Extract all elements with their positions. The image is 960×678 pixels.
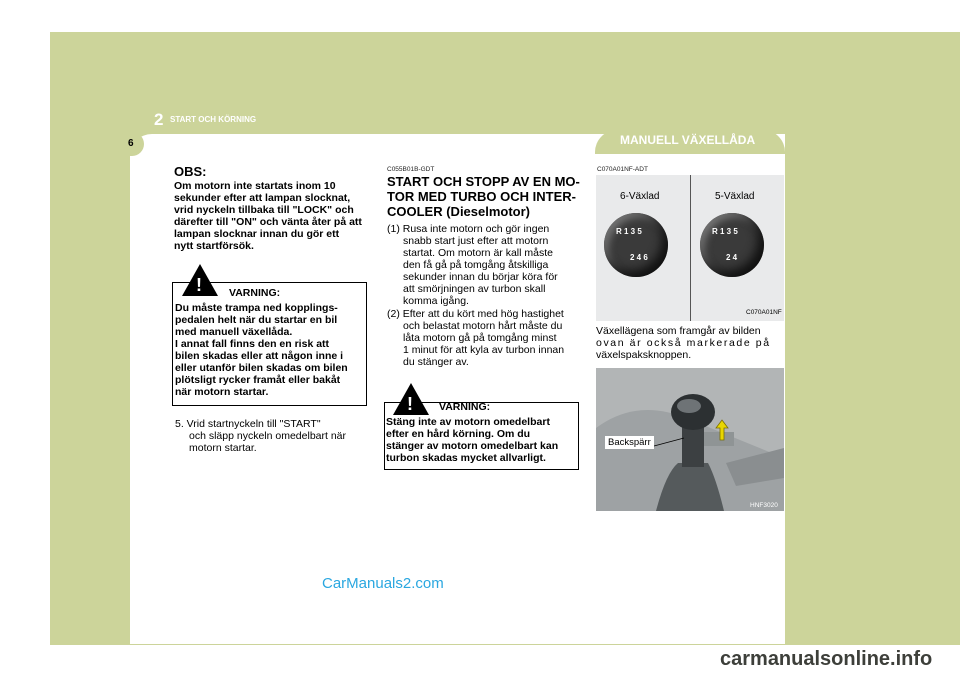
page-number: 6 [128,138,134,149]
instruction-line: (2) Efter att du kört med hög hastighet [387,308,564,320]
watermark-carmanuals2: CarManuals2.com [322,575,444,592]
instruction-line: (1) Rusa inte motorn och gör ingen [387,223,550,235]
gear-knob-6-icon [604,213,668,277]
warning-line: bilen skadas eller att någon inne i [175,350,344,362]
instruction-line: komma igång. [403,295,469,307]
warning-title: VARNING: [229,287,281,299]
instruction-line: låta motorn gå på tomgång minst [403,332,557,344]
exclamation-icon: ! [196,275,202,295]
note-line: Om motorn inte startats inom 10 [174,180,336,192]
warning-line: när motorn startar. [175,386,269,398]
knob-bottom-gears: 2 4 6 [630,253,648,262]
gear-knob-5-icon [700,213,764,277]
divider [690,175,691,321]
step-line: 5. Vrid startnyckeln till "START" [175,418,321,430]
warning-line: Stäng inte av motorn omedelbart [386,416,550,428]
watermark-carmanualsonline: carmanualsonline.info [720,648,933,670]
warning-title: VARNING: [439,401,491,413]
note-line: lampan slocknar innan du gör ett [174,228,340,240]
knob-top-gears: R 1 3 5 [616,227,642,236]
section-code: C070A01NF-ADT [597,166,648,173]
chapter-title: START OCH KÖRNING [170,115,257,124]
chapter-number: 2 [154,110,164,129]
heading-line: TOR MED TURBO OCH INTER- [387,189,576,204]
warning-line: pedalen helt när du startar en bil [175,314,338,326]
warning-line: eller utanför bilen skadas om bilen [175,362,348,374]
heading-line: START OCH STOPP AV EN MO- [387,174,580,189]
image-code: C070A01NF [746,309,782,316]
warning-line: I annat fall finns den en risk att [175,338,330,350]
gear-lever-photo [596,368,784,511]
image-code: HNF3020 [750,502,778,509]
label-5-speed: 5-Växlad [715,191,755,202]
exclamation-icon: ! [407,394,413,414]
note-title: OBS: [174,164,207,179]
instruction-line: startat. Om motorn är kall måste [403,247,553,259]
body-line: Växellägena som framgår av bilden [596,325,761,337]
note-line: sekunder efter att lampan slocknat, [174,192,351,204]
instruction-line: sekunder innan du börjar köra för [403,271,558,283]
section-code: C055B01B-GDT [387,166,435,173]
label-6-speed: 6-Växlad [620,191,660,202]
gear-pattern-illustration [596,175,784,321]
instruction-line: 1 minut för att kyla av turbon innan [403,344,565,356]
warning-line: stänger av motorn omedelbart kan [386,440,559,452]
knob-top-gears: R 1 3 5 [712,227,738,236]
instruction-line: att smörjningen av turbon skall [403,283,546,295]
body-line: växelspaksknoppen. [596,349,692,361]
heading-line: COOLER (Dieselmotor) [387,204,531,219]
instruction-line: snabb start just efter att motorn [403,235,549,247]
reverse-lock-label: Backspärr [605,436,654,449]
note-line: nytt startförsök. [174,240,254,252]
warning-line: turbon skadas mycket allvarligt. [386,452,546,464]
step-line: och släpp nyckeln omedelbart när [189,430,347,442]
knob-bottom-gears: 2 4 [726,253,738,262]
page-number-badge [116,132,144,156]
instruction-line: den få gå på tomgång åtskilliga [403,259,549,271]
warning-line: med manuell växellåda. [175,326,293,338]
step-line: motorn startar. [189,442,257,454]
warning-line: efter en hård körning. Om du [386,428,531,440]
note-line: därefter till "ON" och vänta åter på att [174,216,362,228]
body-line: ovan är också markerade på [596,337,771,349]
instruction-line: du stänger av. [403,356,469,368]
warning-line: Du måste trampa ned kopplings- [175,302,338,314]
warning-line: plötsligt rycker framåt eller bakåt [175,374,341,386]
instruction-line: och belastat motorn hårt måste du [403,320,563,332]
section-title: MANUELL VÄXELLÅDA [620,133,756,147]
note-line: vrid nyckeln tillbaka till "LOCK" och [174,204,354,216]
